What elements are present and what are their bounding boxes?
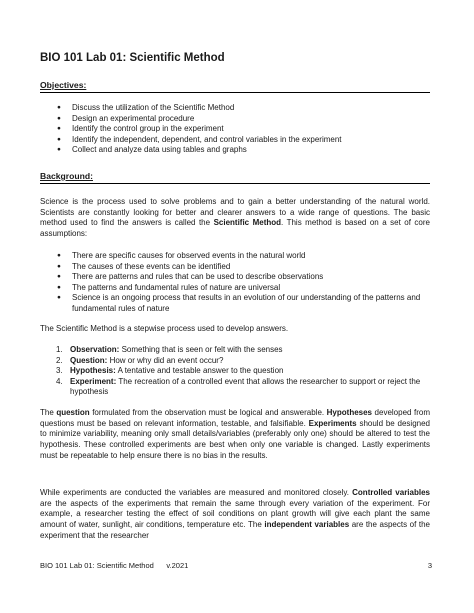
list-item: ● Science is an ongoing process that results in an evolution of our understanding of the patterns and fundamental rules of nature <box>40 293 432 314</box>
stepwise-sentence: The Scientific Method is a stepwise process used to develop answers. <box>40 324 289 333</box>
objectives-list <box>40 103 432 156</box>
list-item: ● Identify the control group in the experiment <box>40 124 432 135</box>
list-item: ● Collect and analyze data using tables and graphs <box>40 145 432 156</box>
variables-paragraph: While experiments are conducted the variables are measured and monitored closely. Controlled variables are the aspects of the experiments that remain the same through every variation of the experiment. For example, a researcher testing the effect of soil conditions on plant growth will give each plant the same amount of water, sunlight, air conditions, temperature etc. The independent variables are the aspects of the experiment that the researcher <box>40 488 430 540</box>
list-item: ● Identify the independent, dependent, and control variables in the experiment <box>40 135 432 146</box>
list-item: 1. Observation: Something that is seen or felt with the senses <box>56 345 283 354</box>
list-item: ● There are patterns and rules that can be used to describe observations <box>40 272 432 283</box>
list-item: ● The patterns and fundamental rules of nature are universal <box>40 283 432 294</box>
assumptions-list <box>40 251 432 315</box>
page-footer <box>40 561 432 570</box>
intro-paragraph: Science is the process used to solve problems and to gain a better understanding of the natural world. Scientists are constantly looking for better and clearer answers to a wide range of questions. The basic method used to find the answers is called the Scientific Method. This method is based on a set of core assumptions: <box>40 197 430 239</box>
scientific-method-steps <box>40 345 432 398</box>
list-item: 3. Hypothesis: A tentative and testable answer to the question <box>56 366 284 376</box>
page-title: BIO 101 Lab 01: Scientific Method <box>40 52 225 64</box>
list-item: ● Design an experimental procedure <box>40 114 432 125</box>
list-item: ● Discuss the utilization of the Scientific Method <box>40 103 432 114</box>
question-hypothesis-paragraph: The question formulated from the observation must be logical and answerable. Hypotheses developed from questions must be based on relevant information, testable, and falsifiable. Experiments should be designed to minimize variability, meaning only small details/variables (preferably only one) should be altered to test the hypothesis. These controlled experiments are best when only one variable is changed. Lastly experiments must be repeatable to help ensure there is no bias in the results. <box>40 408 430 460</box>
background-heading: Background: <box>40 171 430 184</box>
list-item: ● There are specific causes for observed events in the natural world <box>40 251 432 262</box>
list-item: ● The causes of these events can be identified <box>40 262 432 273</box>
footer-label: BIO 101 Lab 01: Scientific Method v.2021 <box>40 561 189 570</box>
list-item: 2. Question: How or why did an event occur? <box>56 355 224 365</box>
objectives-heading: Objectives: <box>40 80 430 93</box>
page-number: 3 <box>427 561 432 570</box>
list-item: 4. Experiment: The recreation of a controlled event that allows the researcher to support or reject the hypothesis <box>56 376 421 397</box>
